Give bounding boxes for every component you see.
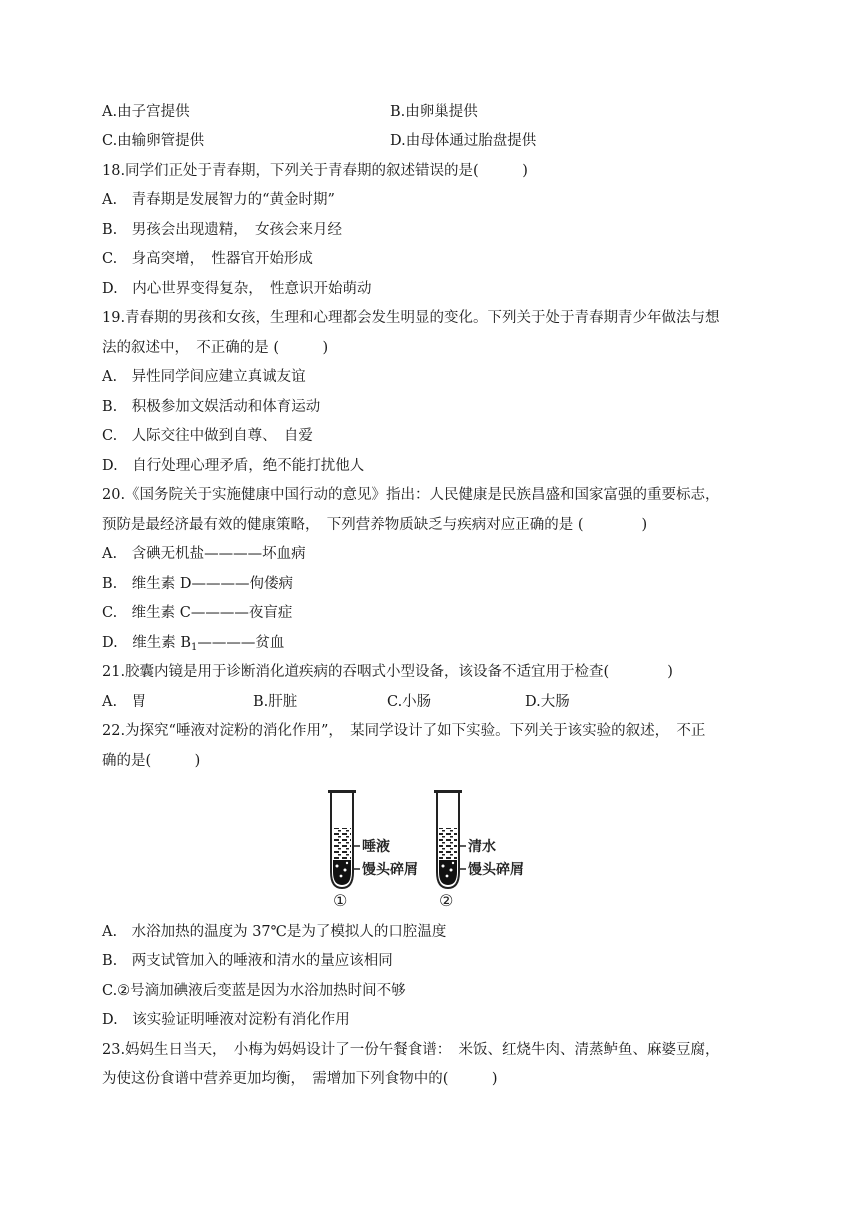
tube1-label-bread: 馒头碎屑 bbox=[362, 862, 418, 878]
q21-stem: 21.胶囊内镜是用于诊断消化道疾病的吞咽式小型设备，该设备不适宜用于检查( ) bbox=[102, 664, 673, 680]
test-tube-2 bbox=[434, 790, 524, 910]
tube2-number: ② bbox=[439, 891, 454, 910]
q20-option-d-subscript: 1 bbox=[190, 642, 198, 653]
test-tube-figure bbox=[318, 784, 548, 914]
q19-option-d: D. 自行处理心理矛盾，绝不能打扰他人 bbox=[102, 458, 365, 474]
q22-stem-line1: 22.为探究“唾液对淀粉的消化作用”， 某同学设计了如下实验。下列关于该实验的叙述， 不正 bbox=[102, 723, 706, 739]
q20-option-a: A. 含碘无机盐————坏血病 bbox=[102, 546, 306, 562]
q20-option-d-prefix: D. 维生素 B bbox=[102, 635, 191, 651]
q22-stem-line2: 确的是( ) bbox=[102, 753, 201, 769]
q20-stem-line2: 预防是最经济最有效的健康策略， 下列营养物质缺乏与疾病对应正确的是 ( ) bbox=[102, 517, 648, 533]
q17-option-b: B.由卵巢提供 bbox=[390, 104, 478, 120]
tube1-label-saliva: 唾液 bbox=[362, 839, 390, 855]
q23-stem-line2: 为使这份食谱中营养更加均衡， 需增加下列食物中的( ) bbox=[102, 1071, 498, 1087]
q20-option-c: C. 维生素 C————夜盲症 bbox=[102, 605, 293, 621]
q20-option-d bbox=[102, 633, 284, 658]
q22-option-a: A. 水浴加热的温度为 37℃是为了模拟人的口腔温度 bbox=[102, 924, 447, 940]
q21-option-c: C.小肠 bbox=[387, 694, 432, 710]
q19-option-b: B. 积极参加文娱活动和体育运动 bbox=[102, 399, 321, 415]
test-tube-1 bbox=[328, 790, 418, 910]
q18-option-a: A. 青春期是发展智力的“黄金时期” bbox=[102, 192, 335, 208]
q18-option-d: D. 内心世界变得复杂， 性意识开始萌动 bbox=[102, 281, 372, 297]
q20-option-b: B. 维生素 D————佝偻病 bbox=[102, 576, 293, 592]
q22-option-b: B. 两支试管加入的唾液和清水的量应该相同 bbox=[102, 953, 393, 969]
q17-option-a: A.由子宫提供 bbox=[102, 104, 190, 120]
q22-option-c: C.②号滴加碘液后变蓝是因为水浴加热时间不够 bbox=[102, 983, 406, 999]
q19-option-a: A. 异性同学间应建立真诚友谊 bbox=[102, 369, 306, 385]
q18-option-b: B. 男孩会出现遗精， 女孩会来月经 bbox=[102, 222, 343, 238]
tube2-label-bread: 馒头碎屑 bbox=[468, 862, 524, 878]
q19-option-c: C. 人际交往中做到自尊、 自爱 bbox=[102, 428, 313, 444]
q23-stem-line1: 23.妈妈生日当天， 小梅为妈妈设计了一份午餐食谱： 米饭、红烧牛肉、清蒸鲈鱼、麻婆豆腐， bbox=[102, 1042, 720, 1058]
tube1-number: ① bbox=[333, 891, 348, 910]
q18-option-c: C. 身高突增， 性器官开始形成 bbox=[102, 251, 313, 267]
q20-option-d-suffix: ————贫血 bbox=[197, 635, 285, 651]
tube2-label-water: 清水 bbox=[468, 839, 496, 855]
q21-option-b: B.肝脏 bbox=[253, 694, 298, 710]
q17-option-d: D.由母体通过胎盘提供 bbox=[390, 133, 537, 149]
q17-option-c: C.由输卵管提供 bbox=[102, 133, 205, 149]
q19-stem-line2: 法的叙述中， 不正确的是 ( ) bbox=[102, 340, 329, 356]
q19-stem-line1: 19.青春期的男孩和女孩，生理和心理都会发生明显的变化。下列关于处于青春期青少年做法与想 bbox=[102, 310, 720, 326]
q18-stem: 18.同学们正处于青春期，下列关于青春期的叙述错误的是( ) bbox=[102, 163, 528, 179]
q20-stem-line1: 20.《国务院关于实施健康中国行动的意见》指出：人民健康是民族昌盛和国家富强的重要标志， bbox=[102, 487, 720, 503]
q21-option-d: D.大肠 bbox=[525, 694, 570, 710]
q22-option-d: D. 该实验证明唾液对淀粉有消化作用 bbox=[102, 1012, 350, 1028]
q21-option-a: A. 胃 bbox=[102, 694, 147, 710]
